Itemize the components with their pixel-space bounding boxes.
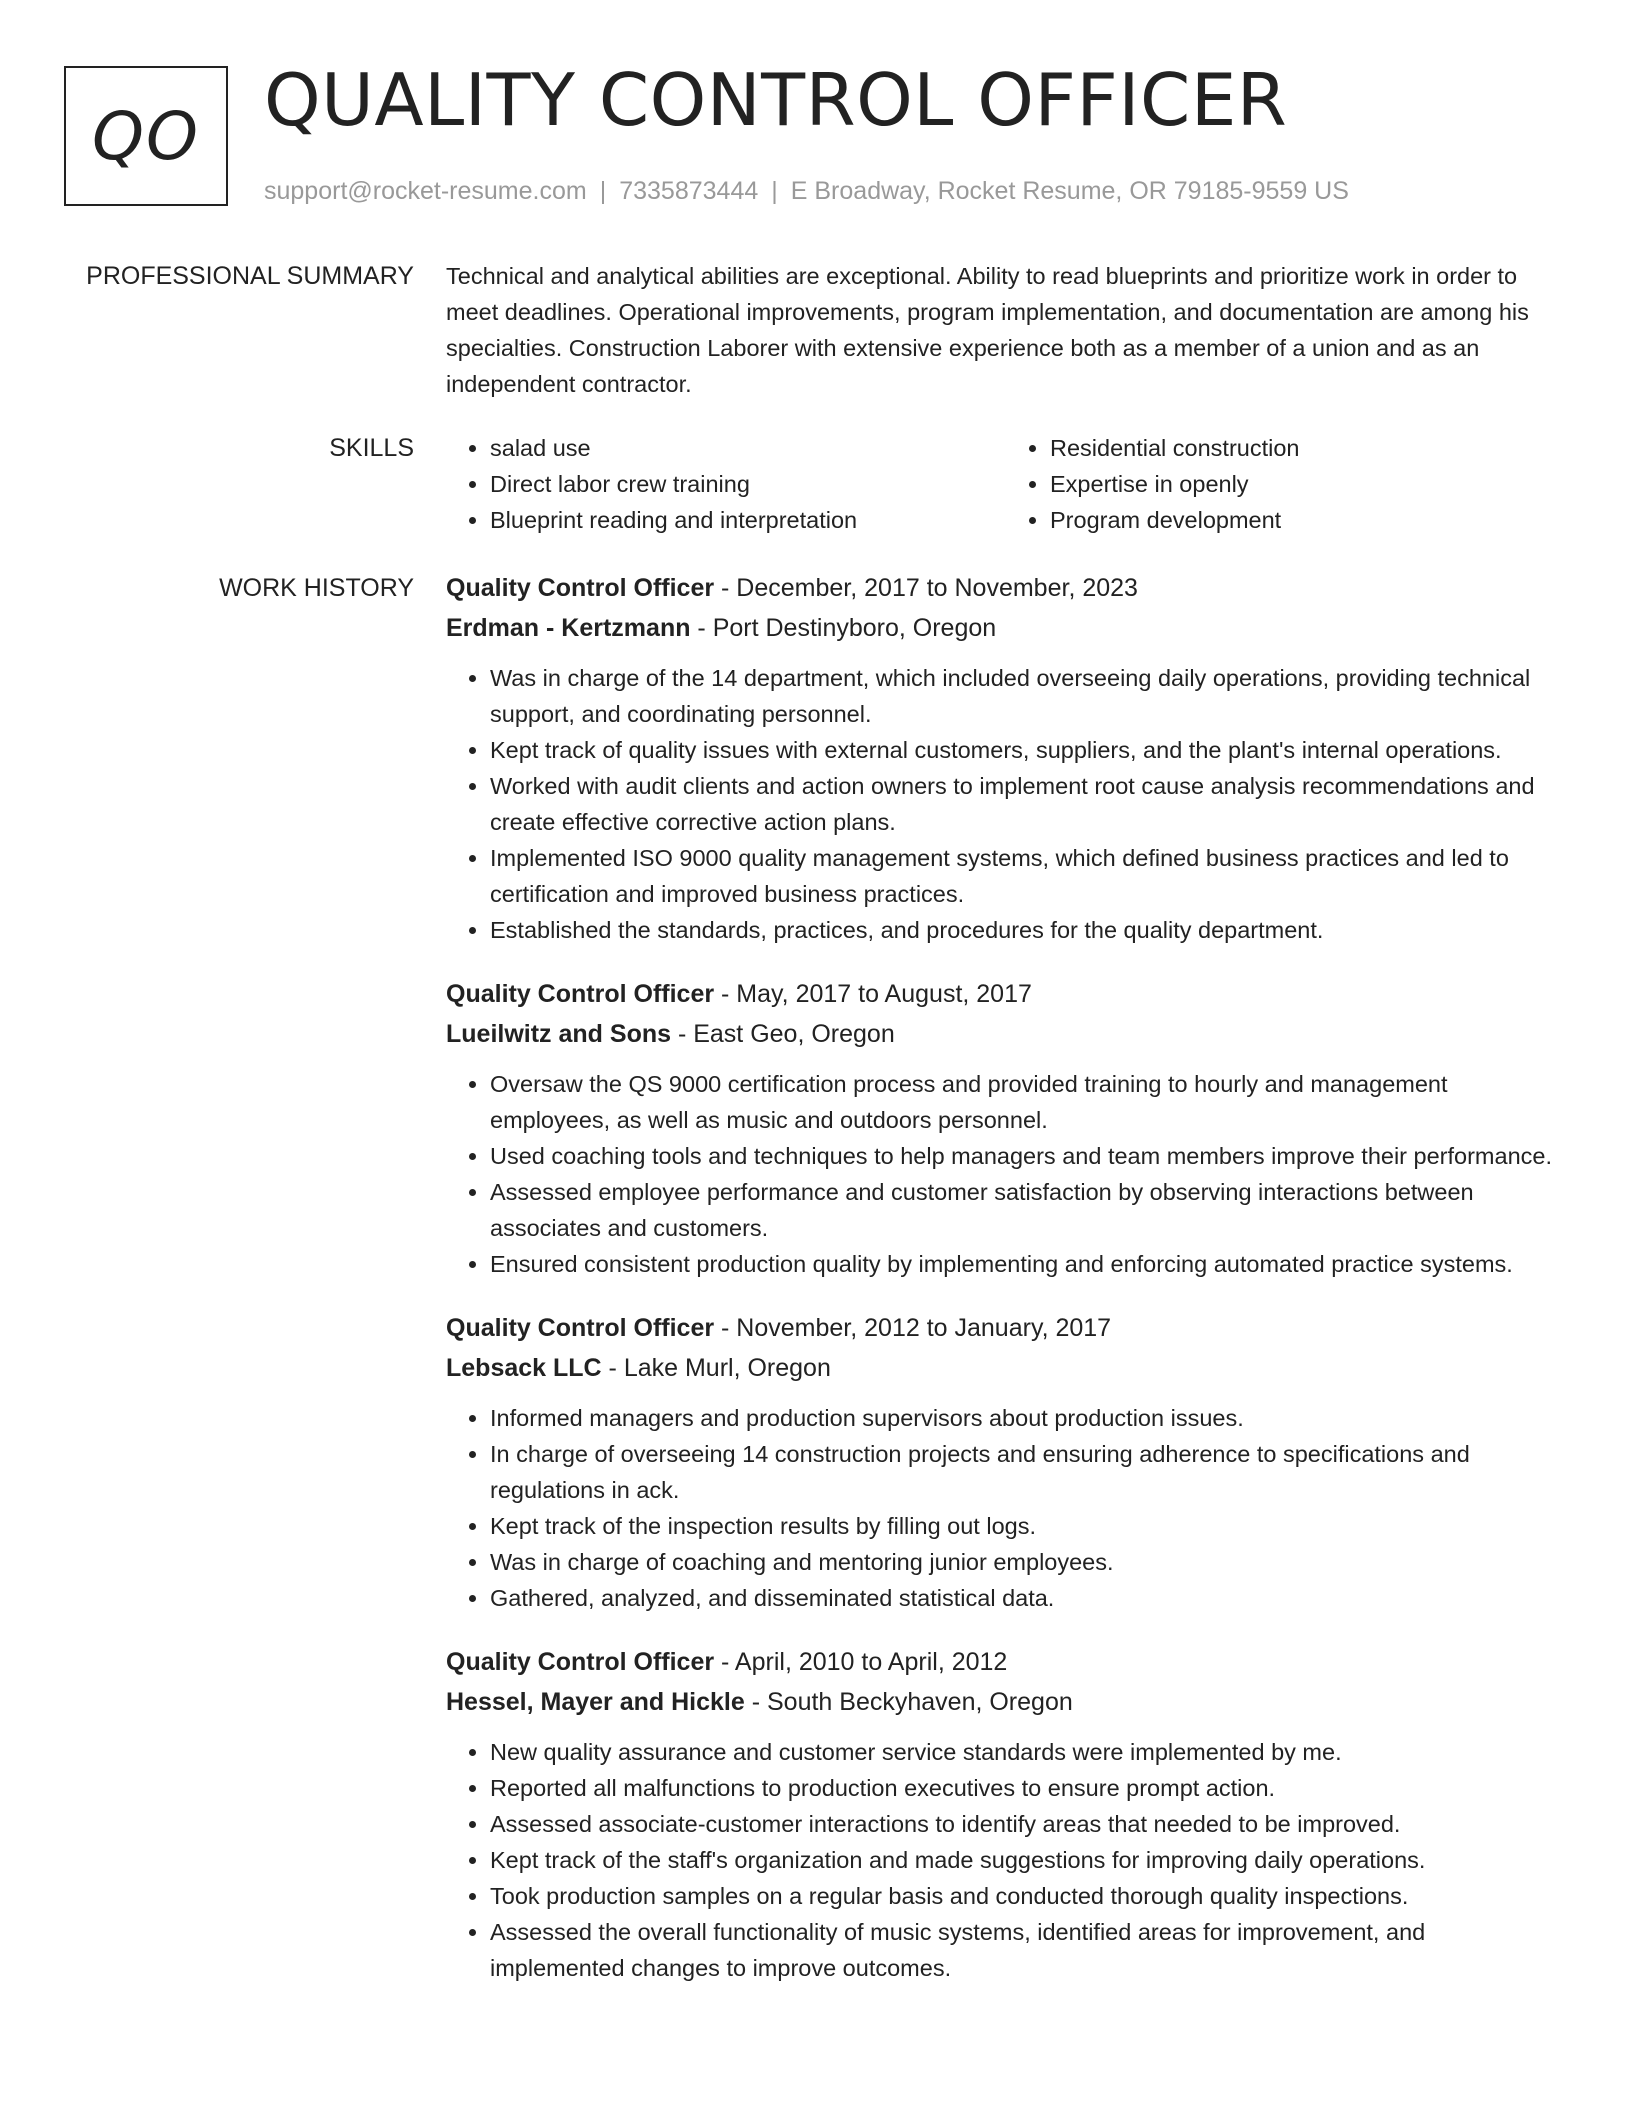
job-bullet: • Ensured consistent production quality by implementing and enforcing automated practice systems. — [490, 1246, 1566, 1282]
job-company-line — [446, 1014, 1566, 1054]
contact-separator: | — [771, 177, 778, 205]
job-entry — [446, 974, 1566, 1282]
skills-column-left — [446, 430, 1006, 538]
skill-item: • Blueprint reading and interpretation — [490, 502, 1006, 538]
job-dates: - April, 2010 to April, 2012 — [714, 1648, 1008, 1676]
skills-column-right — [1006, 430, 1566, 538]
job-company: Hessel, Mayer and Hickle — [446, 1688, 745, 1716]
skill-item: • Direct labor crew training — [490, 466, 1006, 502]
job-title: Quality Control Officer — [446, 574, 715, 602]
job-bullet: • Kept track of the staff's organization and made suggestions for improving daily operations. — [490, 1842, 1566, 1878]
job-bullet: • Was in charge of the 14 department, which included overseeing daily operations, providing technical support, and coordinating personnel. — [490, 660, 1566, 732]
job-location: - Port Destinyboro, Oregon — [690, 614, 997, 642]
job-company-line — [446, 608, 1566, 648]
contact-line — [264, 174, 1349, 208]
job-title-line — [446, 1642, 1566, 1682]
monogram-logo: QO — [64, 66, 228, 206]
skill-item: • Expertise in openly — [1050, 466, 1566, 502]
job-entry — [446, 1308, 1566, 1616]
skills-heading: SKILLS — [329, 434, 414, 462]
job-dates: - May, 2017 to August, 2017 — [714, 980, 1032, 1008]
job-bullets — [446, 660, 1566, 948]
job-bullet: • Implemented ISO 9000 quality management systems, which defined business practices and led to certification and improved business practices. — [490, 840, 1566, 912]
job-bullet: • Used coaching tools and techniques to help managers and team members improve their performance. — [490, 1138, 1566, 1174]
skill-item: • Residential construction — [1050, 430, 1566, 466]
job-bullet: • Was in charge of coaching and mentoring junior employees. — [490, 1544, 1566, 1580]
skill-item: • Program development — [1050, 502, 1566, 538]
job-entry — [446, 568, 1566, 948]
job-bullet: • Kept track of the inspection results by filling out logs. — [490, 1508, 1566, 1544]
job-company-line — [446, 1682, 1566, 1722]
resume-title: QUALITY CONTROL OFFICER — [264, 58, 1288, 142]
job-bullet: • In charge of overseeing 14 construction projects and ensuring adherence to specifications and regulations in ack. — [490, 1436, 1566, 1508]
job-bullet: • Took production samples on a regular basis and conducted thorough quality inspections. — [490, 1878, 1566, 1914]
job-title-line — [446, 1308, 1566, 1348]
job-company: Lebsack LLC — [446, 1354, 602, 1382]
job-bullet: • Gathered, analyzed, and disseminated statistical data. — [490, 1580, 1566, 1616]
job-dates: - November, 2012 to January, 2017 — [714, 1314, 1112, 1342]
summary-text: Technical and analytical abilities are exceptional. Ability to read blueprints and prioritize work in order to meet deadlines. Operational improvements, program implementation, and documentation are among his specialties. Construction Laborer with extensive experience both as a member of a union and as an independent contractor. — [446, 263, 1529, 397]
job-bullet: • Reported all malfunctions to production executives to ensure prompt action. — [490, 1770, 1566, 1806]
job-bullet: • Informed managers and production supervisors about production issues. — [490, 1400, 1566, 1436]
email-text: support@rocket-resume.com — [264, 177, 587, 205]
work-history-section — [0, 568, 1632, 1986]
address-text: E Broadway, Rocket Resume, OR 79185-9559 US — [790, 177, 1349, 205]
job-entry — [446, 1642, 1566, 1986]
job-bullet: • Oversaw the QS 9000 certification process and provided training to hourly and management employees, as well as music and outdoors personnel. — [490, 1066, 1566, 1138]
job-title: Quality Control Officer — [446, 980, 715, 1008]
job-company: Lueilwitz and Sons — [446, 1020, 672, 1048]
job-bullet: • Established the standards, practices, and procedures for the quality department. — [490, 912, 1566, 948]
work-history-list — [446, 568, 1566, 1986]
resume-content — [0, 258, 1632, 2012]
job-title: Quality Control Officer — [446, 1314, 715, 1342]
job-bullet: • Assessed the overall functionality of music systems, identified areas for improvement, and implemented changes to improve outcomes. — [490, 1914, 1566, 1986]
job-location: - East Geo, Oregon — [671, 1020, 895, 1048]
skill-item: • salad use — [490, 430, 1006, 466]
job-bullet: • Worked with audit clients and action owners to implement root cause analysis recommendations and create effective corrective action plans. — [490, 768, 1566, 840]
job-bullets — [446, 1734, 1566, 1986]
job-title: Quality Control Officer — [446, 1648, 715, 1676]
job-bullet: • Kept track of quality issues with external customers, suppliers, and the plant's internal operations. — [490, 732, 1566, 768]
summary-section — [0, 258, 1632, 402]
skills-section — [0, 430, 1632, 538]
job-bullet: • Assessed employee performance and customer satisfaction by observing interactions between associates and customers. — [490, 1174, 1566, 1246]
summary-heading: PROFESSIONAL SUMMARY — [86, 262, 414, 290]
job-dates: - December, 2017 to November, 2023 — [714, 574, 1138, 602]
phone-text: 7335873444 — [619, 177, 759, 205]
job-company-line — [446, 1348, 1566, 1388]
work-history-heading: WORK HISTORY — [219, 574, 414, 602]
skills-list — [446, 430, 1566, 538]
job-location: - Lake Murl, Oregon — [601, 1354, 831, 1382]
job-bullet: • New quality assurance and customer service standards were implemented by me. — [490, 1734, 1566, 1770]
job-company: Erdman - Kertzmann — [446, 614, 691, 642]
job-bullets — [446, 1066, 1566, 1282]
job-bullets — [446, 1400, 1566, 1616]
job-title-line — [446, 568, 1566, 608]
job-bullet: • Assessed associate-customer interactions to identify areas that needed to be improved. — [490, 1806, 1566, 1842]
job-title-line — [446, 974, 1566, 1014]
job-location: - South Beckyhaven, Oregon — [744, 1688, 1073, 1716]
contact-separator: | — [599, 177, 607, 205]
